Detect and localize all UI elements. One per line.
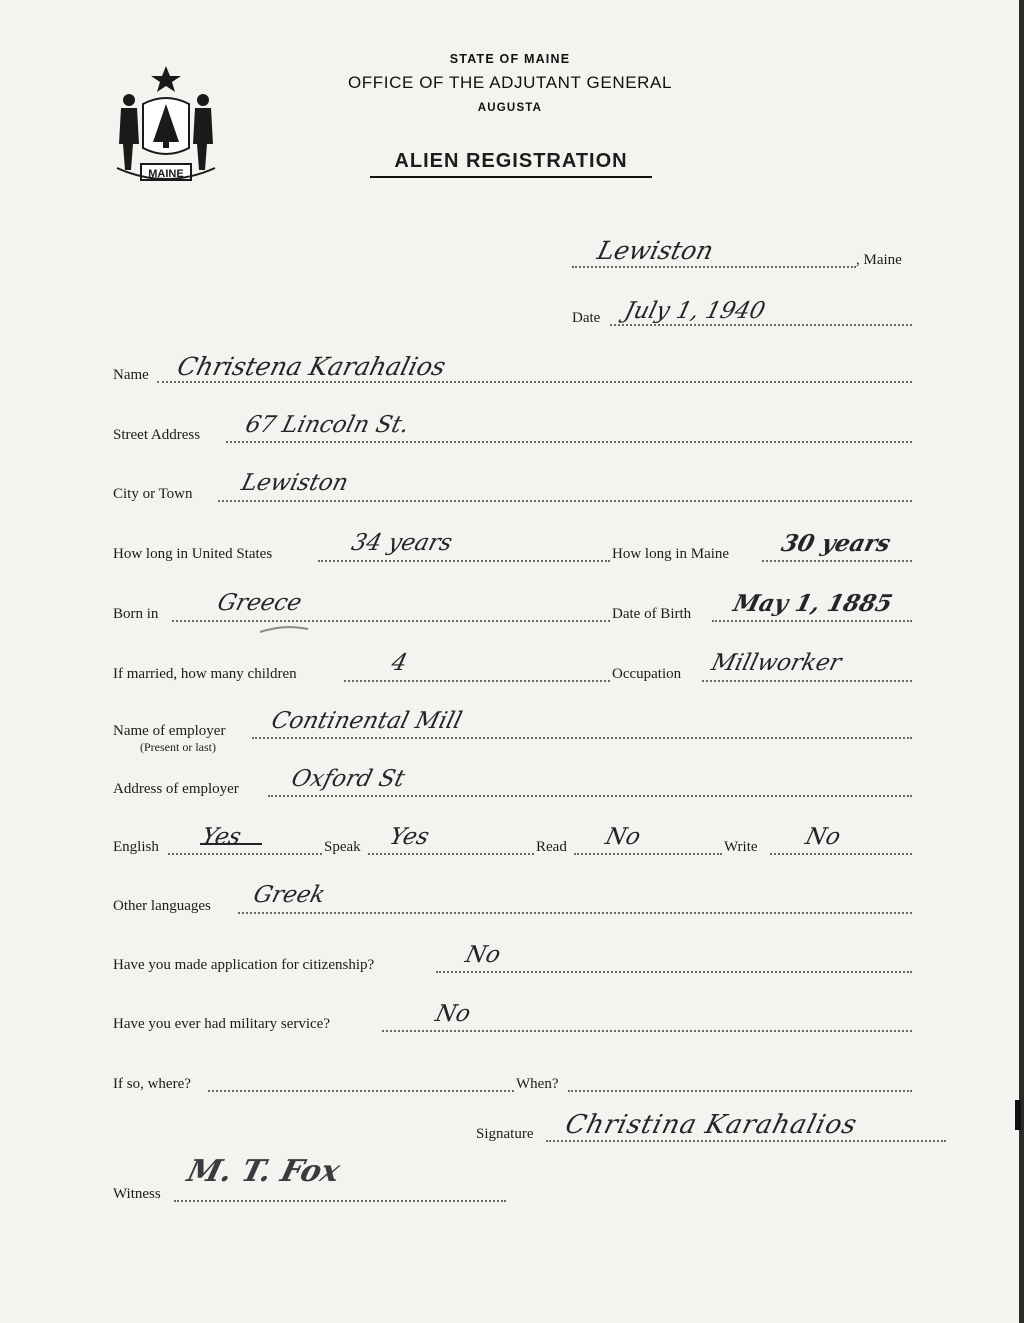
english-value: Yes: [198, 824, 244, 850]
citizenship-line: [436, 971, 912, 973]
speak-line: [368, 853, 534, 855]
name-label: Name: [113, 367, 149, 383]
name-line: [157, 381, 912, 383]
city-label: City or Town: [113, 486, 193, 502]
speak-label: Speak: [324, 839, 361, 855]
us-years-label: How long in United States: [113, 546, 273, 562]
employer-value: Continental Mill: [268, 708, 465, 734]
other-languages-value: Greek: [250, 882, 328, 908]
born-label: Born in: [113, 606, 159, 622]
street-label: Street Address: [113, 427, 201, 443]
us-years-line: [318, 560, 610, 562]
write-label: Write: [724, 839, 758, 855]
citizenship-value: No: [462, 942, 504, 968]
speak-value: Yes: [386, 824, 432, 850]
where-line: [208, 1090, 514, 1092]
witness-value: M. T. Fox: [183, 1154, 344, 1189]
other-languages-line: [238, 912, 912, 914]
maine-years-value: 30 years: [778, 530, 894, 557]
when-line: [568, 1090, 912, 1092]
date-line: [610, 324, 912, 326]
employer-label: Name of employer: [113, 723, 226, 739]
employer-address-value: Oxford St: [288, 766, 408, 792]
english-line: [168, 853, 322, 855]
scan-edge-mark: [1015, 1100, 1021, 1130]
military-label: Have you ever had military service?: [113, 1016, 330, 1032]
signature-value: Christina Karahalios: [562, 1110, 861, 1140]
maine-years-line: [762, 560, 912, 562]
read-label: Read: [536, 839, 567, 855]
name-value: Christena Karahalios: [174, 352, 449, 381]
form-title: ALIEN REGISTRATION: [370, 150, 652, 178]
dob-label: Date of Birth: [612, 606, 692, 622]
born-value: Greece: [214, 590, 305, 616]
children-line: [344, 680, 610, 682]
header-city: AUGUSTA: [477, 102, 543, 114]
dob-value: May 1, 1885: [730, 590, 896, 617]
employer-line: [252, 737, 912, 739]
signature-label: Signature: [476, 1126, 534, 1142]
witness-label: Witness: [113, 1186, 161, 1202]
street-value: 67 Lincoln St.: [242, 412, 412, 438]
signature-line: [546, 1140, 946, 1142]
children-label: If married, how many children: [113, 666, 297, 682]
header-state: STATE OF MAINE: [449, 52, 571, 66]
citizenship-label: Have you made application for citizenship?: [113, 957, 375, 973]
where-label: If so, where?: [113, 1076, 191, 1092]
when-label: When?: [516, 1076, 559, 1092]
military-value: No: [432, 1001, 474, 1027]
write-line: [770, 853, 912, 855]
other-languages-label: Other languages: [113, 898, 211, 914]
state-of-maine-seal: [113, 64, 219, 190]
maine-years-label: How long in Maine: [612, 546, 730, 562]
occupation-label: Occupation: [612, 666, 682, 682]
header-office: OFFICE OF THE ADJUTANT GENERAL: [347, 73, 673, 92]
occupation-line: [702, 680, 912, 682]
witness-line: [174, 1200, 506, 1202]
occupation-value: Millworker: [708, 650, 844, 676]
born-line: [172, 620, 610, 622]
svg-text:MAINE: MAINE: [148, 168, 184, 180]
maine-label: , Maine: [856, 252, 902, 268]
military-line: [382, 1030, 912, 1032]
date-value: July 1, 1940: [621, 298, 768, 324]
english-strikethrough: [200, 843, 262, 845]
read-line: [574, 853, 722, 855]
underline-flourish: [258, 624, 310, 634]
english-label: English: [113, 839, 159, 855]
town-line: [572, 266, 856, 268]
employer-address-label: Address of employer: [113, 781, 239, 797]
employer-sublabel: (Present or last): [140, 740, 216, 754]
children-value: 4: [388, 650, 410, 676]
employer-address-line: [268, 795, 912, 797]
write-value: No: [802, 824, 844, 850]
city-value: Lewiston: [238, 470, 351, 496]
street-line: [226, 441, 912, 443]
read-value: No: [602, 824, 644, 850]
us-years-value: 34 years: [348, 530, 455, 556]
city-line: [218, 500, 912, 502]
dob-line: [712, 620, 912, 622]
date-label: Date: [572, 310, 601, 326]
town-value: Lewiston: [594, 236, 717, 265]
